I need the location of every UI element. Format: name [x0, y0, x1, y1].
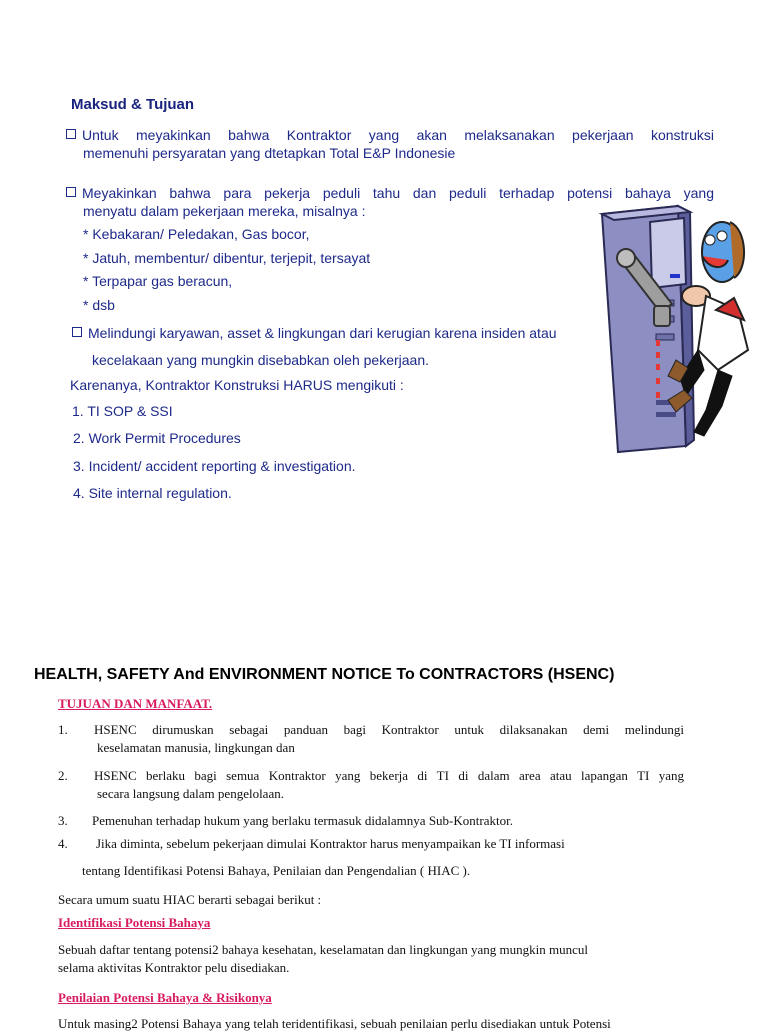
machine-cartoon-illustration — [598, 200, 750, 456]
item-line-1: Pemenuhan terhadap hukum yang berlaku termasuk didalamnya Sub-Kontraktor. — [92, 813, 513, 828]
checkbox-square-icon — [66, 187, 76, 197]
checkbox-square-icon — [72, 327, 82, 337]
bullet-2-line-1: Meyakinkan bahwa para pekerja peduli tahu dan peduli terhadap potensi bahaya yang — [82, 185, 714, 201]
item-line-2: secara langsung dalam pengelolaan. — [97, 786, 284, 801]
hazard-item: * Jatuh, membentur/ dibentur, terjepit, tersayat — [83, 250, 371, 266]
item-line-1: Jika diminta, sebelum pekerjaan dimulai Kontraktor harus menyampaikan ke TI informasi — [96, 836, 565, 851]
section-title: Maksud & Tujuan — [71, 96, 195, 113]
bullet-1-line-2: memenuhi persyaratan yang dtetapkan Total E&P Indonesie — [83, 145, 456, 161]
hazard-item: * dsb — [83, 297, 115, 313]
bullet-1-line-1: Untuk meyakinkan bahwa Kontraktor yang akan melaksanakan pekerjaan konstruksi — [82, 127, 714, 143]
bullet-2 — [66, 185, 714, 201]
hazard-item: * Kebakaran/ Peledakan, Gas bocor, — [83, 226, 310, 242]
item-number: 2. — [58, 768, 68, 783]
subheading-identifikasi: Identifikasi Potensi Bahaya — [58, 915, 211, 930]
therefore-text: Karenanya, Kontraktor Konstruksi HARUS mengikuti : — [70, 377, 404, 393]
bullet-3-line-1: Melindungi karyawan, asset & lingkungan dari kerugian karena insiden atau — [88, 325, 557, 341]
requirement-item: 1. TI SOP & SSI — [72, 403, 173, 419]
bullet-1 — [66, 127, 714, 143]
item-number: 4. — [58, 836, 68, 851]
checkbox-square-icon — [66, 129, 76, 139]
bullet-2-line-2: menyatu dalam pekerjaan mereka, misalnya : — [83, 203, 366, 219]
requirement-item: 2. Work Permit Procedures — [73, 430, 241, 446]
requirement-item: 3. Incident/ accident reporting & investigation. — [73, 458, 356, 474]
item-line-2: keselamatan manusia, lingkungan dan — [97, 740, 295, 755]
cutoff-paragraph: Untuk masing2 Potensi Bahaya yang telah teridentifikasi, sebuah penilaian perlu disediakan untuk Potensi — [58, 1016, 611, 1031]
item-line-2: tentang Identifikasi Potensi Bahaya, Penilaian dan Pengendalian ( HIAC ). — [82, 863, 471, 878]
general-text: Secara umum suatu HIAC berarti sebagai berikut : — [58, 892, 322, 907]
hazard-item: * Terpapar gas beracun, — [83, 273, 233, 289]
hsenc-item — [58, 722, 684, 738]
item-number: 3. — [58, 813, 68, 828]
bullet-3-line-2: kecelakaan yang mungkin disebabkan oleh pekerjaan. — [92, 352, 430, 368]
hsenc-item — [58, 836, 565, 852]
hsenc-heading: HEALTH, SAFETY And ENVIRONMENT NOTICE To CONTRACTORS (HSENC) — [34, 666, 615, 683]
identifikasi-line-1: Sebuah daftar tentang potensi2 bahaya kesehatan, keselamatan dan lingkungan yang mungkin muncul — [58, 942, 588, 957]
identifikasi-line-2: selama aktivitas Kontraktor pelu disediakan. — [58, 960, 290, 975]
bullet-3 — [72, 325, 557, 341]
item-line-1: HSENC dirumuskan sebagai panduan bagi Kontraktor untuk dilaksanakan demi melindungi — [94, 722, 684, 737]
requirement-item: 4. Site internal regulation. — [73, 485, 232, 501]
subheading-tujuan: TUJUAN DAN MANFAAT. — [58, 696, 213, 711]
item-line-1: HSENC berlaku bagi semua Kontraktor yang bekerja di TI di dalam area atau lapangan TI yang — [94, 768, 684, 783]
hsenc-item — [58, 813, 513, 829]
subheading-penilaian: Penilaian Potensi Bahaya & Risikonya — [58, 990, 272, 1005]
item-number: 1. — [58, 722, 68, 737]
hsenc-item — [58, 768, 684, 784]
